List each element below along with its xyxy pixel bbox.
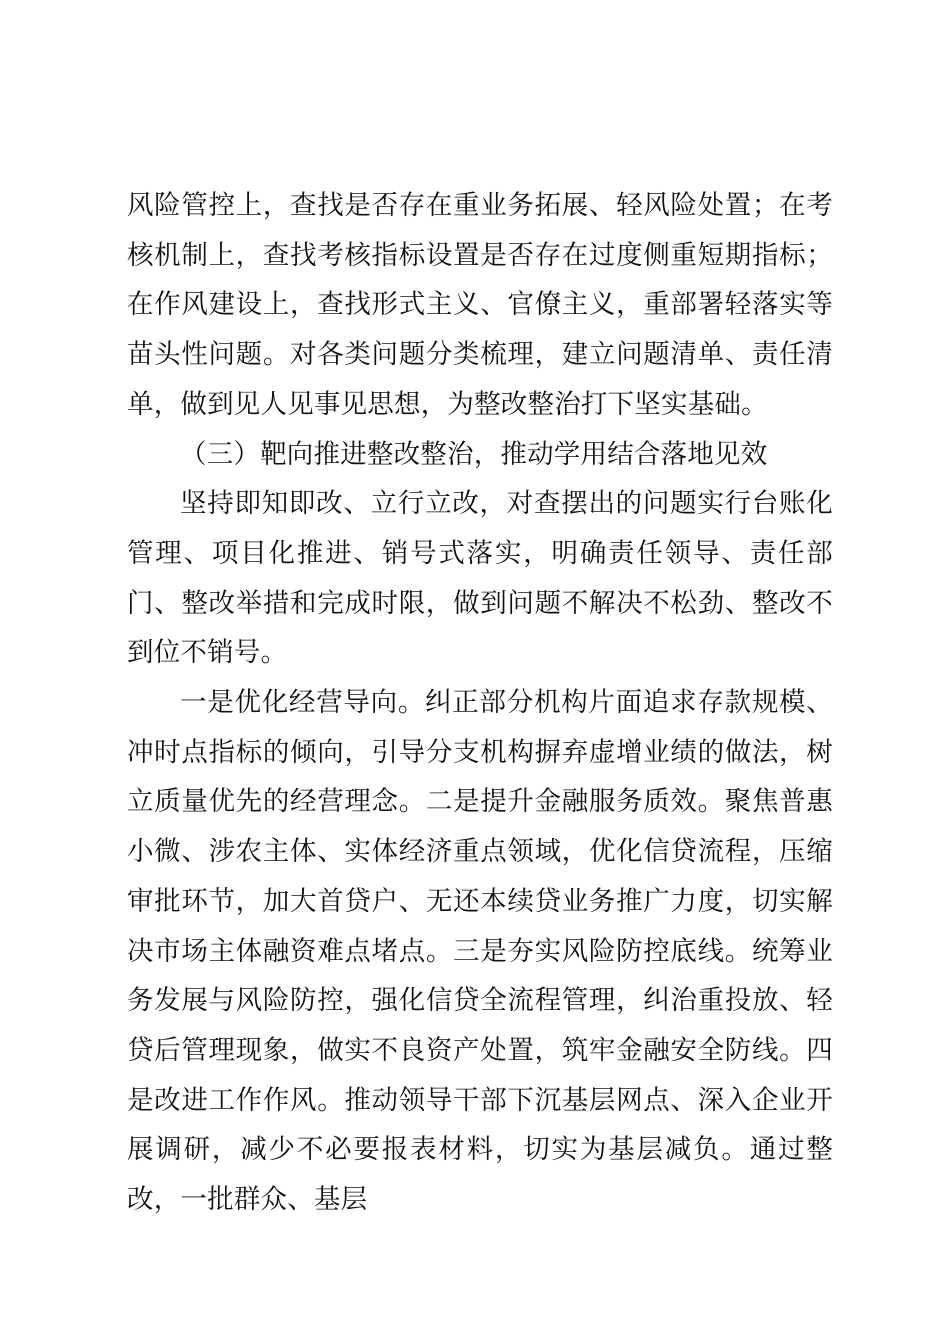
paragraph-measures: 一是优化经营导向。纠正部分机构片面追求存款规模、冲时点指标的倾向，引导分支机构摒弃虚增业绩的做法，树立质量优先的经营理念。二是提升金融服务质效。聚焦普惠小微、涉农主体、实体经济重点领域，优化信贷流程，压缩审批环节，加大首贷户、无还本续贷业务推广力度，切实解决市场主体融资难点堵点。三是夯实风险防控底线。统筹业务发展与风险防控，强化信贷全流程管理，纠治重投放、轻贷后管理现象，做实不良资产处置，筑牢金融安全防线。四是改进工作作风。推动领导干部下沉基层网点、深入企业开展调研，减少不必要报表材料，切实为基层减负。通过整改，一批群众、基层	[127, 687, 833, 1216]
paragraph-rectification: 坚持即知即改、立行立改，对查摆出的问题实行台账化管理、项目化推进、销号式落实，明确责任领导、责任部门、整改举措和完成时限，做到问题不解决不松劲、整改不到位不销号。	[127, 488, 833, 669]
section-heading: （三）靶向推进整改整治，推动学用结合落地见效	[180, 438, 768, 470]
document-body	[127, 181, 833, 1225]
paragraph-continuation: 风险管控上，查找是否存在重业务拓展、轻风险处置；在考核机制上，查找考核指标设置是否存在过度侧重短期指标；在作风建设上，查找形式主义、官僚主义，重部署轻落实等苗头性问题。对各类问题分类梳理，建立问题清单、责任清单，做到见人见事见思想，为整改整治打下坚实基础。	[127, 190, 833, 420]
